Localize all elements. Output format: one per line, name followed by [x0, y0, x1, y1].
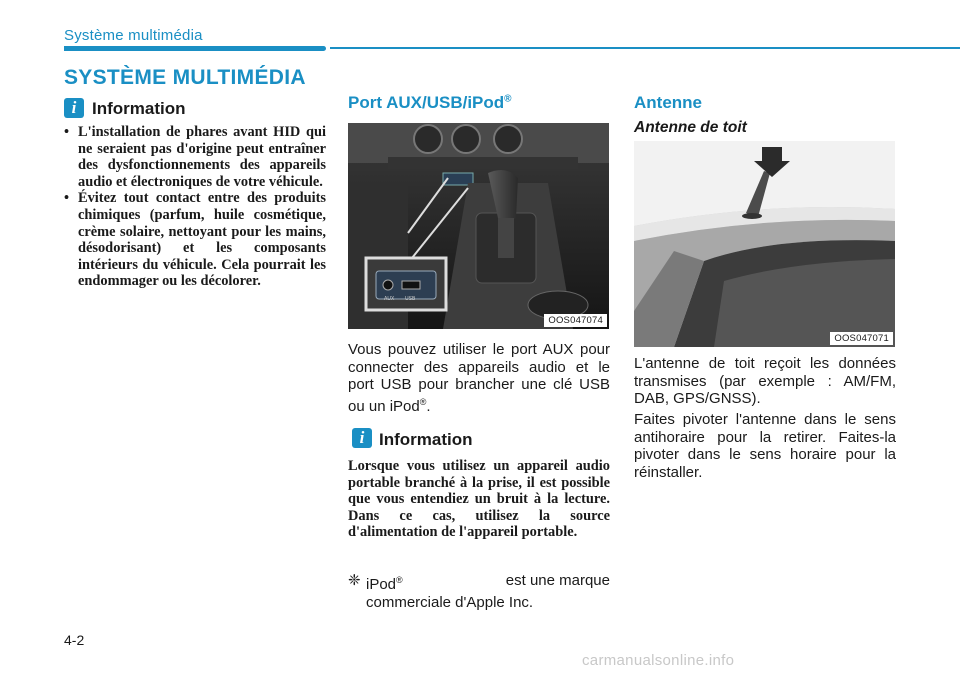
- ipod-text: iPod: [366, 576, 397, 593]
- antenna-illustration: [634, 141, 895, 347]
- console-photo: [348, 123, 609, 329]
- info-heading: Information: [379, 430, 473, 449]
- trademark-line: [348, 572, 610, 594]
- antenna-photo: [634, 141, 895, 347]
- info-icon: i: [64, 98, 84, 118]
- trademark-line-2: commerciale d'Apple Inc.: [366, 593, 534, 611]
- registered-mark: ®: [396, 575, 403, 585]
- port-body-end: .: [426, 397, 431, 415]
- antenna-section-title: Antenne: [634, 93, 702, 112]
- trademark-text: est une marque: [505, 572, 610, 589]
- antenna-para-2: Faites pivoter l'antenne dans le sens antihoraire pour la retirer. Faites-la pivoter dans le sens horaire pour la réinstaller.: [634, 411, 896, 481]
- port-title-text: Port AUX/USB/iPod: [348, 93, 505, 112]
- header-rule: [330, 47, 960, 49]
- info-body: Lorsque vous utilisez un appareil audio portable branché à la prise, il est possible que vous entendiez un bruit à la lecture. Dans ce cas, utilisez la source d'alimentation de l'appareil portable.: [348, 458, 610, 541]
- info-icon: i: [352, 428, 372, 448]
- ipod-word: [366, 572, 403, 594]
- note-bullet-icon: ❈: [348, 572, 361, 589]
- registered-mark: ®: [504, 93, 512, 105]
- page-title: SYSTÈME MULTIMÉDIA: [64, 66, 306, 89]
- port-body-text: Vous pouvez utiliser le port AUX pour connecter des appareils audio et le port USB pour brancher une clé USB ou un iPod: [348, 341, 610, 415]
- section-header: Système multimédia: [64, 27, 203, 44]
- antenna-subtitle: Antenne de toit: [634, 119, 747, 136]
- image-code: OOS047074: [544, 314, 607, 327]
- port-description: [348, 341, 610, 415]
- antenna-para-1: L'antenne de toit reçoit les données transmises (par exemple : AM/FM, DAB, GPS/GNSS).: [634, 355, 896, 407]
- info-bullet: • L'installation de phares avant HID qui ne seraient pas d'origine peut entraîner des dysfonctionnements des appareils audio et électroniques de votre véhicule.: [64, 124, 326, 190]
- header-accent-bar: [64, 46, 326, 51]
- port-section-title: [348, 93, 512, 113]
- info-bullet: • Évitez tout contact entre des produits chimiques (parfum, huile cosmétique, crème solaire, nettoyant pour les mains, désodorisant) et les composants intérieurs du véhicule. Cela pourrait les endommager ou les décolorer.: [64, 190, 326, 290]
- registered-mark: ®: [419, 396, 427, 407]
- watermark: carmanualsonline.info: [582, 652, 735, 669]
- image-code: OOS047071: [830, 332, 893, 345]
- page-number: 4-2: [64, 632, 85, 648]
- info-heading: Information: [92, 99, 186, 118]
- usb-label: USB: [405, 296, 416, 302]
- aux-label: AUX: [384, 296, 395, 302]
- info-bullet-list: [64, 124, 326, 290]
- trademark-note: [348, 572, 610, 611]
- trademark-line-text: [366, 572, 610, 594]
